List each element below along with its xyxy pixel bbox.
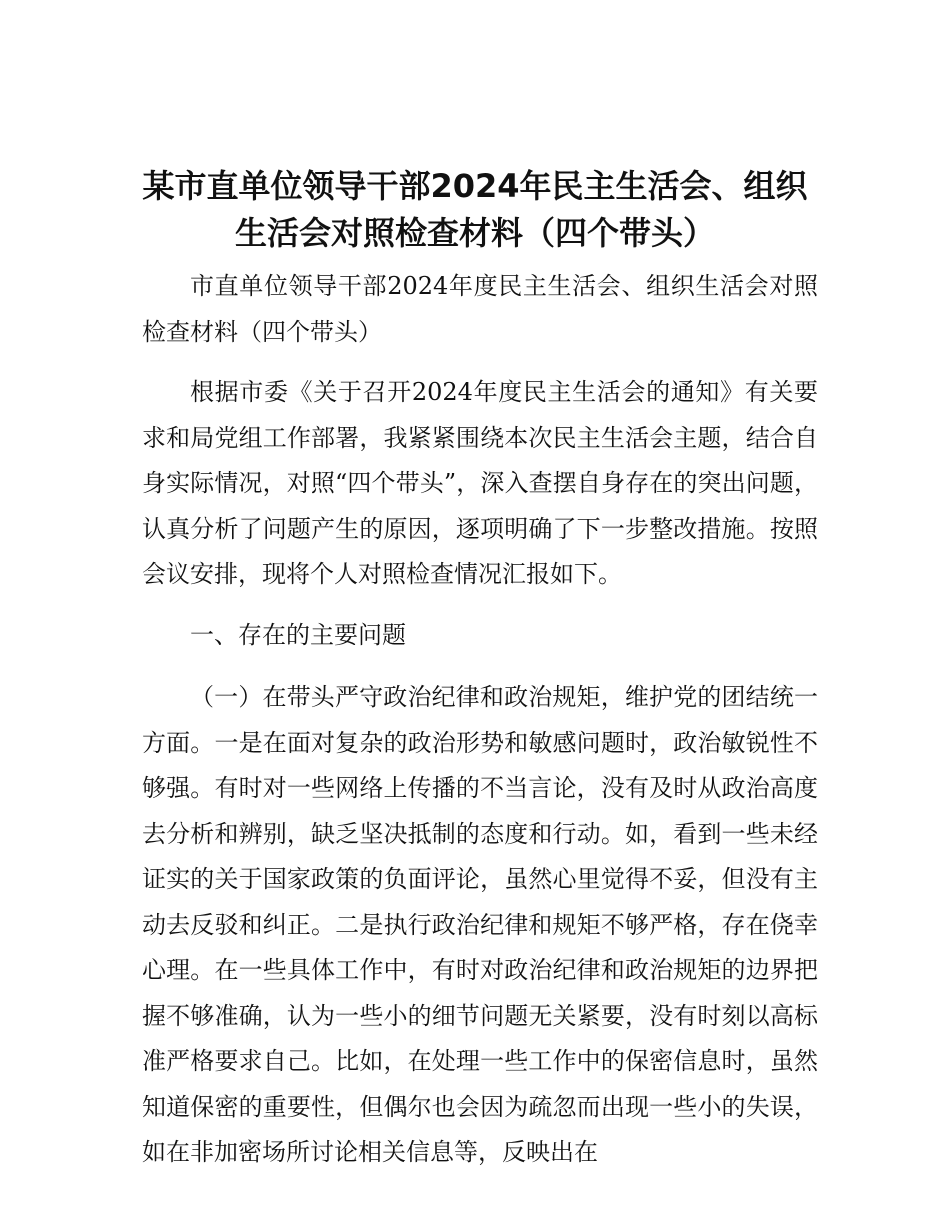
subtitle-paragraph: 市直单位领导干部2024年度民主生活会、组织生活会对照检查材料（四个带头） [142,272,818,346]
body-paragraph: （一）在带头严守政治纪律和政治规矩，维护党的团结统一方面。一是在面对复杂的政治形势和敏感问题时，政治敏锐性不够强。有时对一些网络上传播的不当言论，没有及时从政治高度去分析和辨别，缺乏坚决抵制的态度和行动。如，看到一些未经证实的关于国家政策的负面评论，虽然心里觉得不妥，但没有主动去反驳和纠正。二是执行政治纪律和规矩不够严格，存在侥幸心理。在一些具体工作中，有时对政治纪律和政治规矩的边界把握不够准确，认为一些小的细节问题无关紧要，没有时刻以高标准严格要求自己。比如，在处理一些工作中的保密信息时，虽然知道保密的重要性，但偶尔也会因为疏忽而出现一些小的失误，如在非加密场所讨论相关信息等，反映出在 [142,683,818,1166]
document-title [120,163,830,257]
title-line-1: 某市直单位领导干部2024年民主生活会、组织 [142,167,808,205]
document-body [142,264,818,1191]
title-line-2: 生活会对照检查材料（四个带头） [234,214,715,252]
intro-paragraph: 根据市委《关于召开2024年度民主生活会的通知》有关要求和局党组工作部署，我紧紧围绕本次民主生活会主题，结合自身实际情况，对照“四个带头”，深入查摆自身存在的突出问题，认真分析了问题产生的原因，逐项明确了下一步整改措施。按照会议安排，现将个人对照检查情况汇报如下。 [142,378,818,588]
section-heading: 一、存在的主要问题 [190,620,406,649]
